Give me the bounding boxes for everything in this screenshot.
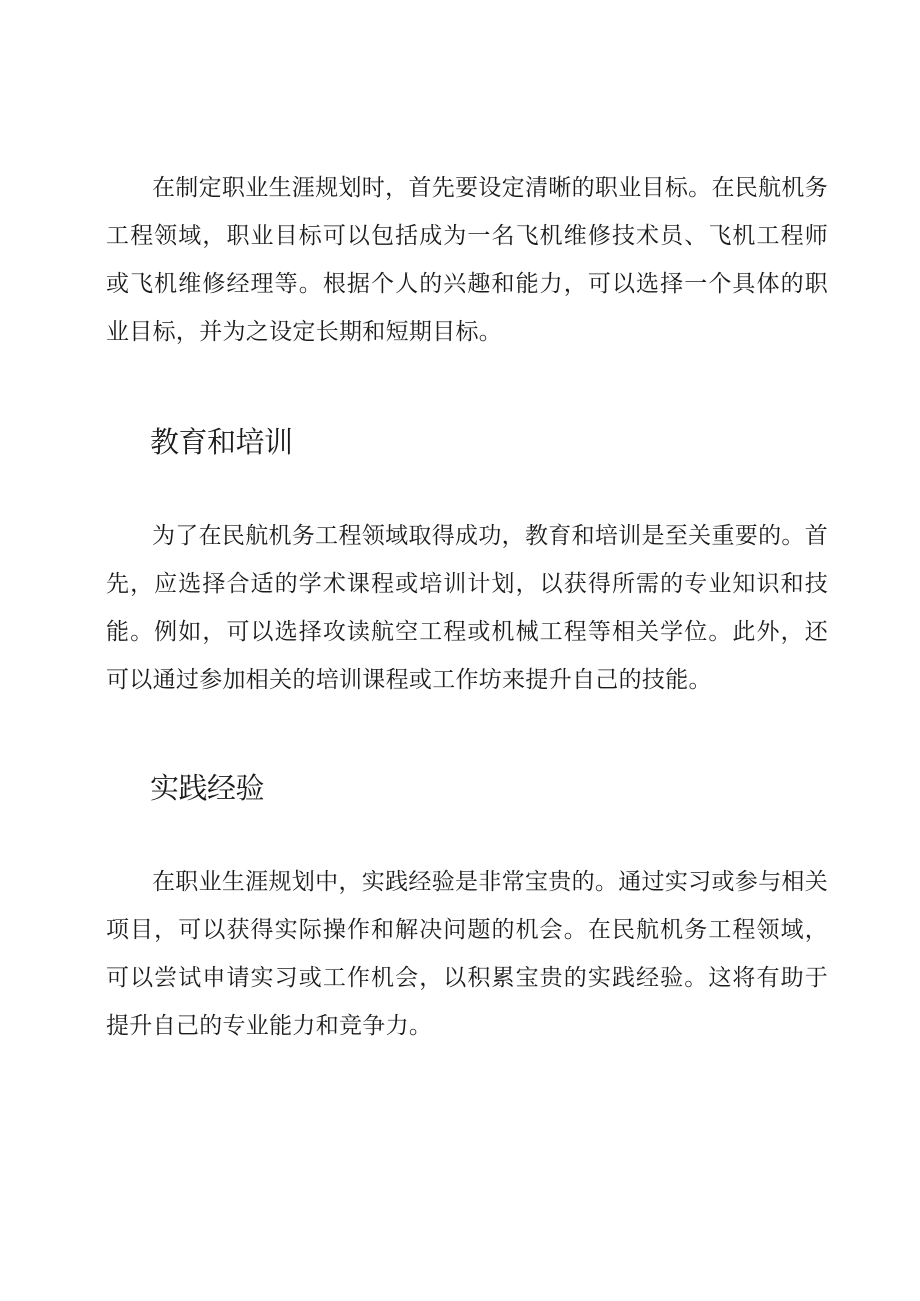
education-paragraph: 为了在民航机务工程领域取得成功，教育和培训是至关重要的。首先，应选择合适的学术课程或培训计划，以获得所需的专业知识和技能。例如，可以选择攻读航空工程或机械工程等相关学位。此外，还可以通过参加相关的培训课程或工作坊来提升自己的技能。 [106,523,828,693]
intro-paragraph: 在制定职业生涯规划时，首先要设定清晰的职业目标。在民航机务工程领域，职业目标可以包括成为一名飞机维修技术员、飞机工程师或飞机维修经理等。根据个人的兴趣和能力，可以选择一个具体的职业目标，并为之设定长期和短期目标。 [106,175,828,345]
experience-paragraph: 在职业生涯规划中，实践经验是非常宝贵的。通过实习或参与相关项目，可以获得实际操作和解决问题的机会。在民航机务工程领域，可以尝试申请实习或工作机会，以积累宝贵的实践经验。这将有助于提升自己的专业能力和竞争力。 [106,869,828,1039]
section-heading-experience: 实践经验 [150,771,265,805]
section-heading-education: 教育和培训 [150,425,293,459]
